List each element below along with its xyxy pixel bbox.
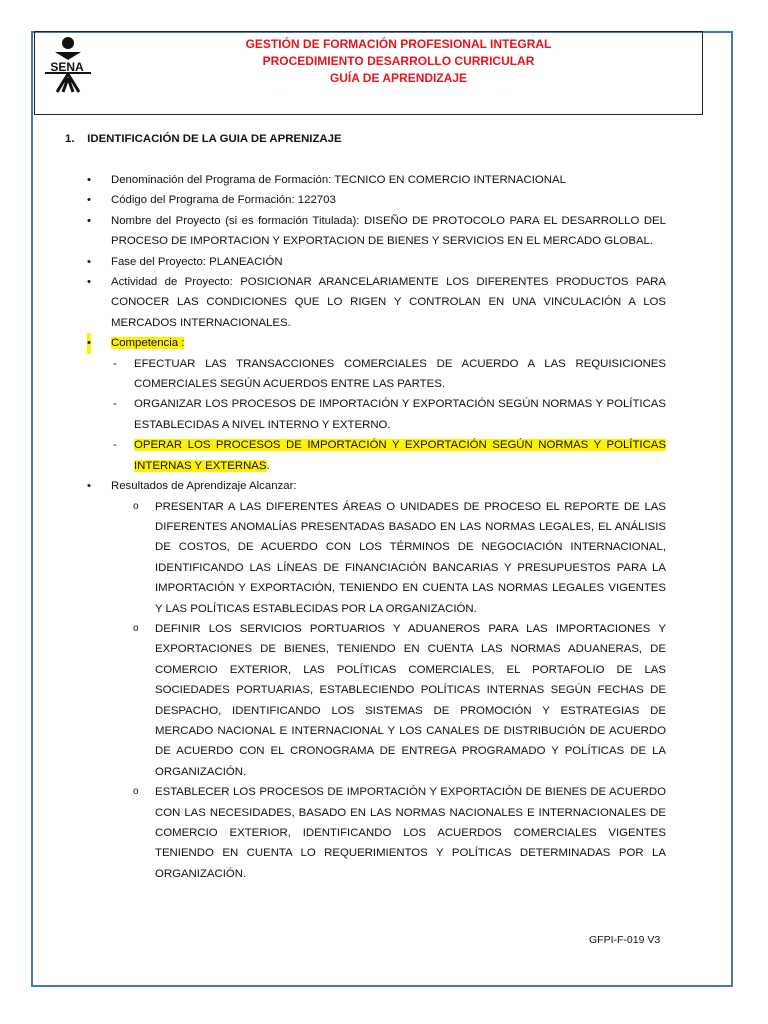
bullet-marker: • [87, 214, 91, 227]
section-title: IDENTIFICACIÓN DE LA GUIA DE APRENIZAJE [87, 133, 342, 145]
list-item-text: Resultados de Aprendizaje Alcanzar: [111, 480, 297, 493]
list-item-denominacion [87, 170, 666, 190]
header-title-line-1: GESTIÓN DE FORMACIÓN PROFESIONAL INTEGRAL [245, 37, 552, 51]
circle-marker: o [133, 622, 139, 634]
bullet-marker: • [87, 255, 91, 268]
competencia-label: Competencia : [111, 337, 185, 350]
bullet-marker: • [87, 480, 91, 493]
list-item-competencia [87, 333, 666, 353]
list-item-codigo [87, 190, 666, 210]
list-item-text: Fase del Proyecto: PLANEACIÓN [111, 255, 283, 268]
circle-marker: o [133, 500, 139, 512]
bullet-marker: • [87, 276, 91, 289]
section-number: 1. [65, 133, 75, 145]
header-title-line-3: GUÍA DE APRENDIZAJE [329, 71, 468, 85]
list-item-text: Actividad de Proyecto: POSICIONAR ARANCELARIAMENTE LOS DIFERENTES PRODUCTOS PARA CONOCER LAS CONDICIONES QUE LO RIGEN Y CONTROLAN EN UNA VINCULACIÓN A LOS MERCADOS INTERNACIONALES. [111, 276, 666, 329]
header-title-line-2: PROCEDIMIENTO DESARROLLO CURRICULAR [262, 54, 535, 68]
identification-list [0, 170, 768, 884]
section-heading [65, 129, 342, 149]
circle-marker: o [133, 786, 139, 798]
resultado-item-3 [133, 782, 666, 884]
dash-marker: - [113, 439, 117, 452]
dash-marker: - [113, 357, 117, 370]
competencia-item-3 [113, 435, 666, 476]
competencia-item-2 [113, 394, 666, 435]
competencia-text-period: . [266, 459, 270, 472]
dash-marker: - [113, 398, 117, 411]
footer-form-code: GFPI-F-019 V3 [589, 934, 661, 946]
document-header [34, 31, 703, 115]
header-titles [95, 36, 702, 87]
list-item-text: Nombre del Proyecto (si es formación Titulada): DISEÑO DE PROTOCOLO PARA EL DESARROLLO DEL PROCESO DE IMPORTACION Y EXPORTACION DE BIENES Y SERVICIOS EN EL MERCADO GLOBAL. [111, 214, 666, 248]
list-item-proyecto [87, 211, 666, 252]
bullet-marker: • [87, 333, 91, 353]
list-item-text: Denominación del Programa de Formación: TECNICO EN COMERCIO INTERNACIONAL [111, 174, 566, 186]
resultado-text: DEFINIR LOS SERVICIOS PORTUARIOS Y ADUANEROS PARA LAS IMPORTACIONES Y EXPORTACIONES DE BIENES, TENIENDO EN CUENTA LAS NORMAS ADUANERAS, DE COMERCIO EXTERIOR, LAS POLÍTICAS COMERCIALES, EL PORTAFOLIO DE LAS SOCIEDADES PORTUARIAS, ESTABLECIENDO POLÍTICAS INTERNAS SEGÚN FECHAS DE DESPACHO, IDENTIFICANDO LOS SISTEMAS DE PROMOCIÓN Y ESTRATEGIAS DE MERCADO NACIONAL E INTERNACIONAL Y LOS CANALES DE DISTRIBUCIÓN DE ACUERDO DE ACUERDO CON EL CRONOGRAMA DE ENTREGA PROGRAMADO Y POLÍTICAS DE LA ORGANIZACIÓN. [155, 622, 666, 778]
resultado-text: PRESENTAR A LAS DIFERENTES ÁREAS O UNIDADES DE PROCESO EL REPORTE DE LAS DIFERENTES ANOMALÍAS PRESENTADAS BASADO EN LAS NORMAS LEGALES, EL ANÁLISIS DE COSTOS, DE ACUERDO CON LOS TÉRMINOS DE NEGOCIACIÓN INTERNACIONAL, IDENTIFICANDO LAS LÍNEAS DE FINANCIACIÓN BANCARIAS Y PRESUPUESTOS PARA LA IMPORTACIÓN Y EXPORTACIÓN, TENIENDO EN CUENTA LAS NORMAS LEGALES VIGENTES Y LAS POLÍTICAS ESTABLECIDAS POR LA ORGANIZACIÓN. [155, 500, 666, 615]
resultado-item-2 [133, 619, 666, 782]
resultado-text: ESTABLECER LOS PROCESOS DE IMPORTACIÓN Y EXPORTACIÓN DE BIENES DE ACUERDO CON LAS NECESIDADES, BASADO EN LAS NORMAS NACIONALES E INTERNACIONALES DE COMERCIO EXTERIOR, IDENTIFICANDO LOS ACUERDOS COMERCIALES VIGENTES TENIENDO EN CUENTA LO REQUERIMIENTOS Y POLÍTICAS DETERMINADAS POR LA ORGANIZACIÓN. [155, 786, 666, 880]
competencia-item-1 [113, 354, 666, 395]
list-item-resultados [87, 476, 666, 496]
list-item-actividad [87, 272, 666, 333]
bullet-marker: • [87, 174, 91, 186]
list-item-text: Código del Programa de Formación: 122703 [111, 194, 336, 207]
competencia-text: EFECTUAR LAS TRANSACCIONES COMERCIALES DE ACUERDO A LAS REQUISICIONES COMERCIALES SEGÚN ACUERDOS ENTRE LAS PARTES. [134, 357, 666, 391]
sena-logo [37, 34, 97, 96]
resultado-item-1 [133, 497, 666, 619]
competencia-text-highlighted: OPERAR LOS PROCESOS DE IMPORTACIÓN Y EXPORTACIÓN SEGÚN NORMAS Y POLÍTICAS INTERNAS Y EXTERNAS [134, 439, 666, 472]
competencia-text: ORGANIZAR LOS PROCESOS DE IMPORTACIÓN Y EXPORTACIÓN SEGÚN NORMAS Y POLÍTICAS ESTABLECIDAS A NIVEL INTERNO Y EXTERNO. [134, 398, 666, 431]
list-item-fase [87, 252, 666, 272]
bullet-marker: • [87, 194, 91, 207]
sena-logo-text: SENA [50, 60, 84, 74]
